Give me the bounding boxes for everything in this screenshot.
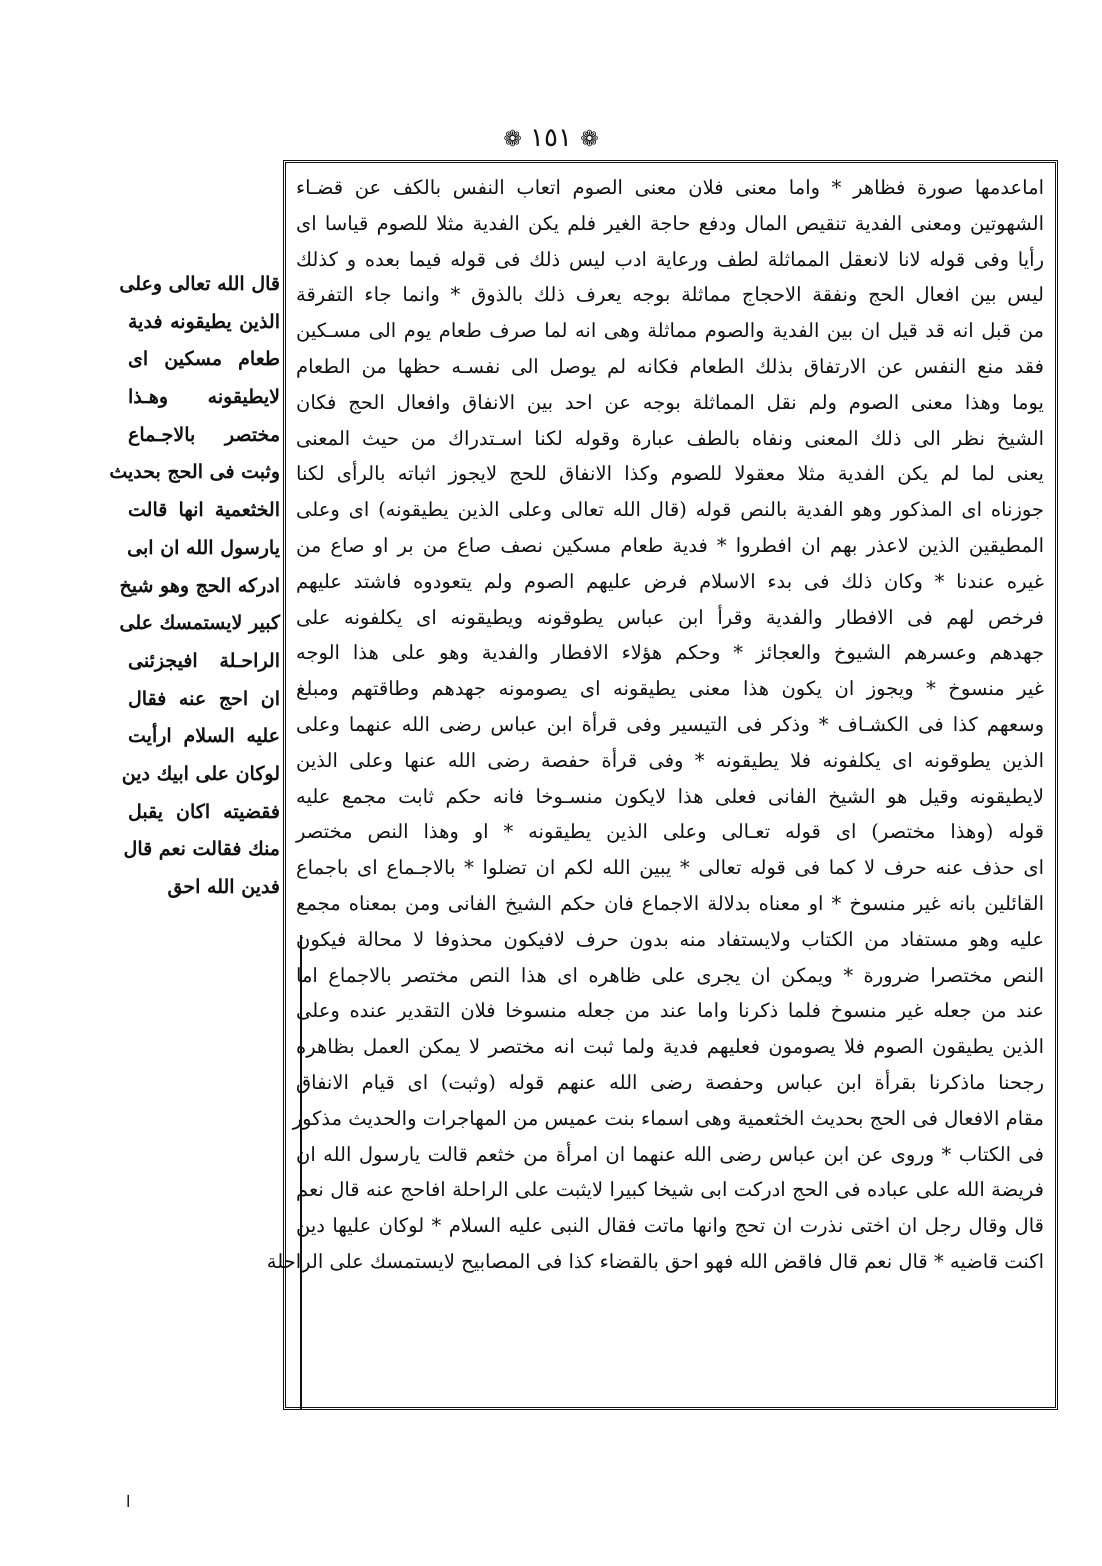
main-text-line: اكنت قاضيه * قال نعم قال فاقض الله فهو احق بالقضاء كذا فى المصابيح لايستمسك على الراحلة — [266, 1249, 1044, 1273]
main-text-line: النص مختصرا ضرورة * ويمكن ان يجرى على ظاهره اى هذا النص مختصر بالاجماع اما — [296, 963, 1044, 987]
main-text-line: يعنى لما لم يكن الفدية مثلا معقولا للصوم وكذا الانفاق للحج لايجوز اثباته بالرأى لكنا — [296, 462, 1044, 486]
main-text-line: فقد منع النفس عن الارتفاق بذلك الطعام فكانه لم يوصل الى نفسـه حظها من الطعام — [296, 354, 1044, 378]
main-text-line: المطيقين الذين لاعذر بهم ان افطروا * فدية طعام مسكين نصف صاع من بر او صاع من — [296, 533, 1044, 557]
margin-text-line: فقضيته اكان يقبل — [128, 800, 280, 823]
main-text-line: من قبل انه قد قيل ان بين الفدية والصوم مماثلة وهى انه لما صرف طعام يوم الى مسـكين — [296, 319, 1044, 343]
margin-text-line: فدين الله احق — [167, 876, 280, 898]
margin-text-line: الخثعمية انها قالت — [128, 499, 280, 522]
main-text-line: غير منسوخ * ويجوز ان يكون هذا معنى يطيقونه اى يصومونه جهدهم وطاقتهم ومبلغ — [296, 677, 1044, 701]
margin-text-line: عليه السلام ارأيت — [128, 725, 280, 748]
main-text-line: اماعدمها صورة فظاهر * واما معنى فلان معنى الصوم اتعاب النفس بالكف عن قضـاء — [296, 176, 1044, 199]
main-text-line: اى حذف عنه حرف لا كما فى قوله تعالى * يبين الله لكم ان تضلوا * بالاجـماع اى باجماع — [296, 856, 1044, 880]
main-text-line: جوزناه اى المذكور وهو الفدية بالنص قوله (قال الله تعالى وعلى الذين يطيقونه) اى وعلى — [296, 498, 1044, 522]
main-text-line: فرخص لهم فى الافطار والفدية وقرأ ابن عباس يطوقونه ويطيقونه اى يكلفونه على — [296, 605, 1044, 629]
main-text-line: الذين يطوقونه اى يكلفونه فلا يطيقونه * وفى قرأة حفصة رضى الله عنها وعلى الذين — [296, 748, 1044, 772]
main-text-line: القائلين بانه غير منسوخ * او معناه بدلالة الاجماع فان حكم الشيخ الفانى ومن بمعناه مجمع — [296, 891, 1044, 915]
margin-text-line: مختصر بالاجـماع — [128, 423, 280, 446]
margin-text-line: كبير لايستمسك على — [119, 612, 280, 635]
main-text-line: جهدهم وعسرهم الشيوخ والعجائز * وحكم هؤلاء الافطار والفدية وهو على هذا الوجه — [296, 641, 1044, 665]
margin-matn-text — [109, 266, 280, 907]
ornament-left-icon: ❁ — [503, 127, 522, 152]
page-number — [0, 118, 1102, 160]
stray-mark: ا — [126, 1492, 131, 1511]
main-text-line: الشيخ نظر الى ذلك المعنى ونفاه بالطف عبارة وقوله لكنا اسـتدراك من حيث المعنى — [296, 426, 1044, 450]
main-text-line: فريضة الله على عباده فى الحج ادركت ابى شيخا كبيرا لايثبت على الراحلة افاحج عنه قال نعم — [296, 1178, 1044, 1202]
margin-text-line: لوكان على ابيك دين — [121, 762, 280, 785]
main-commentary-text — [266, 170, 1044, 1405]
margin-text-line: منك فقالت نعم قال — [123, 838, 280, 861]
margin-text-line: قال الله تعالى وعلى — [119, 273, 280, 295]
main-text-line: الشهوتين ومعنى الفدية تنقيص المال ودفع حاجة الغير فلم يكن الفدية مثلا للصوم قياسا اى — [296, 211, 1044, 235]
main-text-line: مقام الافعال فى الحج بحديث الخثعمية وهى اسماء بنت عميس من المهاجرات والحديث مذكور — [292, 1106, 1044, 1130]
margin-text-line: الراحـلة افيجزئنى — [128, 649, 280, 672]
main-text-line: وسعهم كذا فى الكشـاف * وذكر فى التيسير وفى قرأة ابن عباس رضى الله عنهما وعلى — [296, 712, 1044, 736]
ornament-right-icon: ❁ — [580, 127, 599, 152]
main-text-line: رجحنا ماذكرنا بقرأة ابن عباس وحفصة رضى الله عنهم قوله (وثبت) اى قيام الانفاق — [296, 1070, 1044, 1094]
margin-text-line: الذين يطيقونه فدية — [128, 310, 280, 333]
margin-text-line: وثبت فى الحج بحديث — [109, 461, 280, 484]
main-text-line: الذين يطيقون الصوم فلا يصومون فعليهم فدية ولما ثبت انه مختصر لا يمكن العمل بظاهره — [296, 1035, 1044, 1059]
margin-text-line: ادركه الحج وهو شيخ — [119, 574, 280, 597]
main-text-line: قال وقال رجل ان اختى نذرت ان تحج وانها ماتت فقال النبى عليه السلام * لوكان عليها دين — [296, 1214, 1044, 1238]
main-text-line: ليس بين افعال الحج ونفقة الاحجاج مماثلة بوجه يعرف ذلك بالذوق * وانما جاء التفرقة — [296, 283, 1044, 307]
main-text-line: يوما وهذا معنى الصوم ولم نقل المماثلة بوجه عن احد بين الانفاق وافعال الحج فكان — [296, 390, 1044, 414]
main-text-line: عند من جعله غير منسوخ فلما ذكرنا واما عند من جعله منسوخا فلان التقدير عنده وعلى — [296, 999, 1044, 1023]
main-text-line: لايطيقونه وقيل هو الشيخ الفانى فعلى هذا لايكون منسـوخا فانه حكم ثابت مجمع عليه — [296, 784, 1044, 808]
main-text-line: غيره عندنا * وكان ذلك فى بدء الاسلام فرض عليهم الصوم ولم يتعودوه فاشتد عليهم — [296, 569, 1044, 593]
main-text-line: فى الكتاب * وروى عن ابن عباس رضى الله عنهما ان امرأة من خثعم قالت يارسول الله ان — [296, 1142, 1044, 1166]
main-text-line: عليه وهو مستفاد من الكتاب ولايستفاد منه بدون حرف لافيكون محذوفا لا محالة فيكون — [296, 927, 1044, 951]
main-text-line: رأيا وفى قوله لانا لانعقل المماثلة لطف ورعاية ادب ليس ذلك فى قوله فيما بعده و كذلك — [296, 247, 1044, 271]
margin-text-line: ان احج عنه فقال — [128, 687, 280, 710]
main-text-line: قوله (وهذا مختصر) اى قوله تعـالى وعلى الذين يطيقونه * او وهذا النص مختصر — [296, 820, 1044, 844]
margin-text-line: طعام مسكين اى — [128, 348, 280, 371]
margin-text-line: لايطيقونه وهـذا — [128, 386, 280, 409]
margin-text-line: يارسول الله ان ابى — [127, 536, 280, 559]
page-number-value: ١٥١ — [530, 123, 572, 153]
